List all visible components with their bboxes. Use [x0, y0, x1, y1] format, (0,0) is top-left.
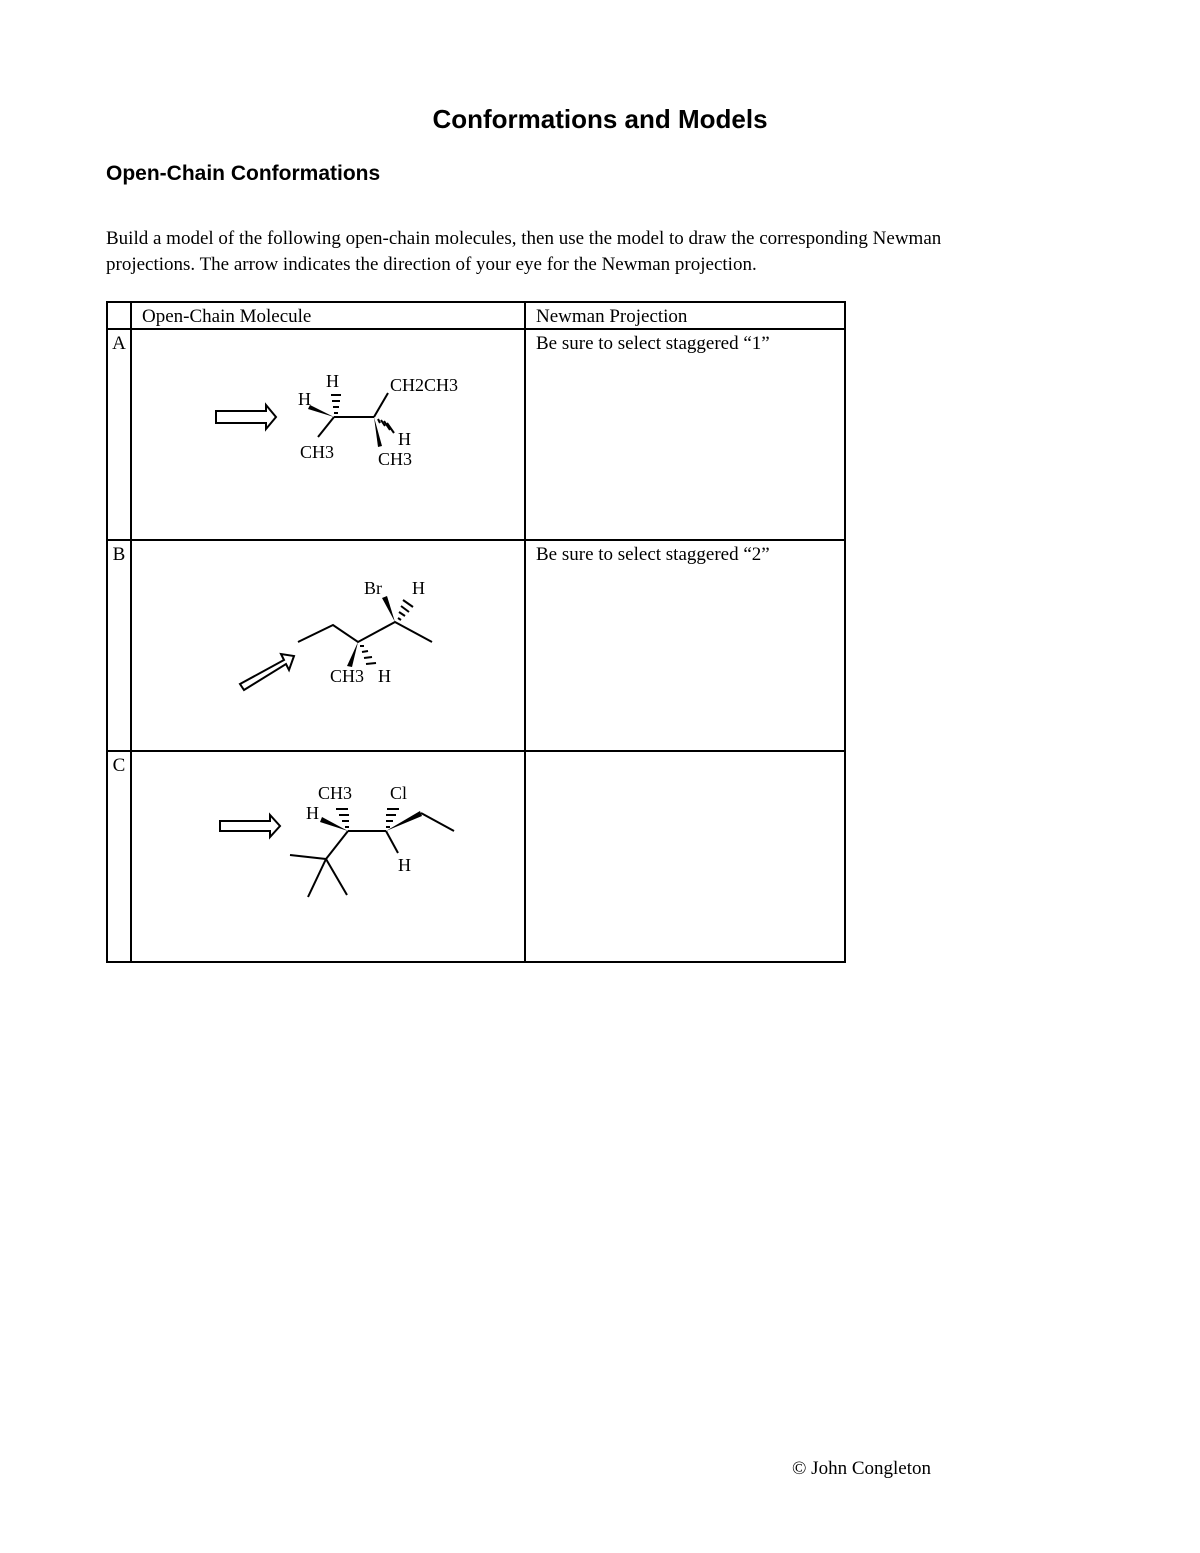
header-newman: Newman Projection	[525, 302, 845, 329]
label-b-h-top: H	[412, 578, 425, 598]
view-arrow-c	[220, 815, 280, 837]
label-c-ch3: CH3	[318, 783, 353, 803]
dash-b-h-top	[398, 600, 413, 620]
label-c-h-bottom: H	[398, 855, 411, 875]
label-c-cl: Cl	[390, 783, 408, 803]
header-molecule: Open-Chain Molecule	[131, 302, 525, 329]
label-a-ch2ch3: CH2CH3	[390, 375, 459, 395]
conformations-table	[106, 301, 846, 963]
dash-c-cl	[386, 809, 399, 827]
view-arrow-b	[240, 654, 294, 690]
molecule-cell-b	[131, 540, 525, 751]
wedge-c-h	[320, 817, 348, 831]
newman-cell-b	[525, 540, 845, 751]
bond-c-tb1	[290, 855, 326, 859]
bond-a-ch2ch3	[374, 393, 388, 417]
header-label-cell	[107, 302, 131, 329]
instructions-line-1: Build a model of the following open-chain molecules, then use the model to draw the corresponding Newman	[106, 228, 942, 249]
label-a-h-right: H	[398, 429, 411, 449]
label-c-h-left: H	[306, 803, 319, 823]
row-label-c: C	[107, 751, 131, 962]
instructions	[106, 226, 1086, 278]
label-a-ch3-right: CH3	[378, 449, 413, 469]
instructions-line-2: projections. The arrow indicates the direction of your eye for the Newman projection.	[106, 254, 757, 275]
molecule-cell-c	[131, 751, 525, 962]
label-a-h-left: H	[298, 389, 311, 409]
section-heading: Open-Chain Conformations	[106, 162, 381, 185]
bond-c-tb3	[326, 859, 347, 895]
newman-note-b: Be sure to select staggered “2”	[536, 544, 770, 565]
dash-a-h-right	[378, 419, 394, 433]
bond-c-h-bottom	[386, 831, 398, 853]
dash-a-h-top	[331, 395, 341, 413]
wedge-b-ch3	[347, 642, 358, 667]
molecule-b-drawing	[142, 524, 512, 730]
view-arrow-a	[216, 405, 276, 429]
dash-b-h-bottom	[360, 646, 376, 664]
page-title: Conformations and Models	[432, 104, 768, 134]
bond-c-ethyl-end	[421, 813, 454, 831]
table-row-b	[107, 540, 845, 751]
row-label-a: A	[107, 329, 131, 540]
label-a-h-top: H	[326, 371, 339, 391]
bond-c-tbutyl	[326, 831, 348, 859]
dash-c-ch3	[336, 809, 349, 827]
label-b-ch3: CH3	[330, 666, 365, 686]
wedge-a-h-left	[308, 405, 334, 417]
row-label-b: B	[107, 540, 131, 751]
wedge-b-br	[382, 596, 395, 622]
label-b-br: Br	[364, 578, 382, 598]
label-b-h-bottom: H	[378, 666, 391, 686]
table-row-c	[107, 751, 845, 962]
newman-cell-a	[525, 329, 845, 540]
newman-cell-c	[525, 751, 845, 962]
molecule-c-drawing	[142, 735, 512, 941]
newman-note-a: Be sure to select staggered “1”	[536, 333, 770, 354]
label-a-ch3-left: CH3	[300, 442, 335, 462]
bond-c-tb2	[308, 859, 326, 897]
bond-a-ch3-left	[318, 417, 334, 437]
copyright-footer: © John Congleton	[792, 1458, 931, 1479]
backbone-b	[298, 622, 432, 642]
table-row-a	[107, 329, 845, 540]
molecule-a-drawing	[142, 313, 512, 519]
molecule-cell-a	[131, 329, 525, 540]
